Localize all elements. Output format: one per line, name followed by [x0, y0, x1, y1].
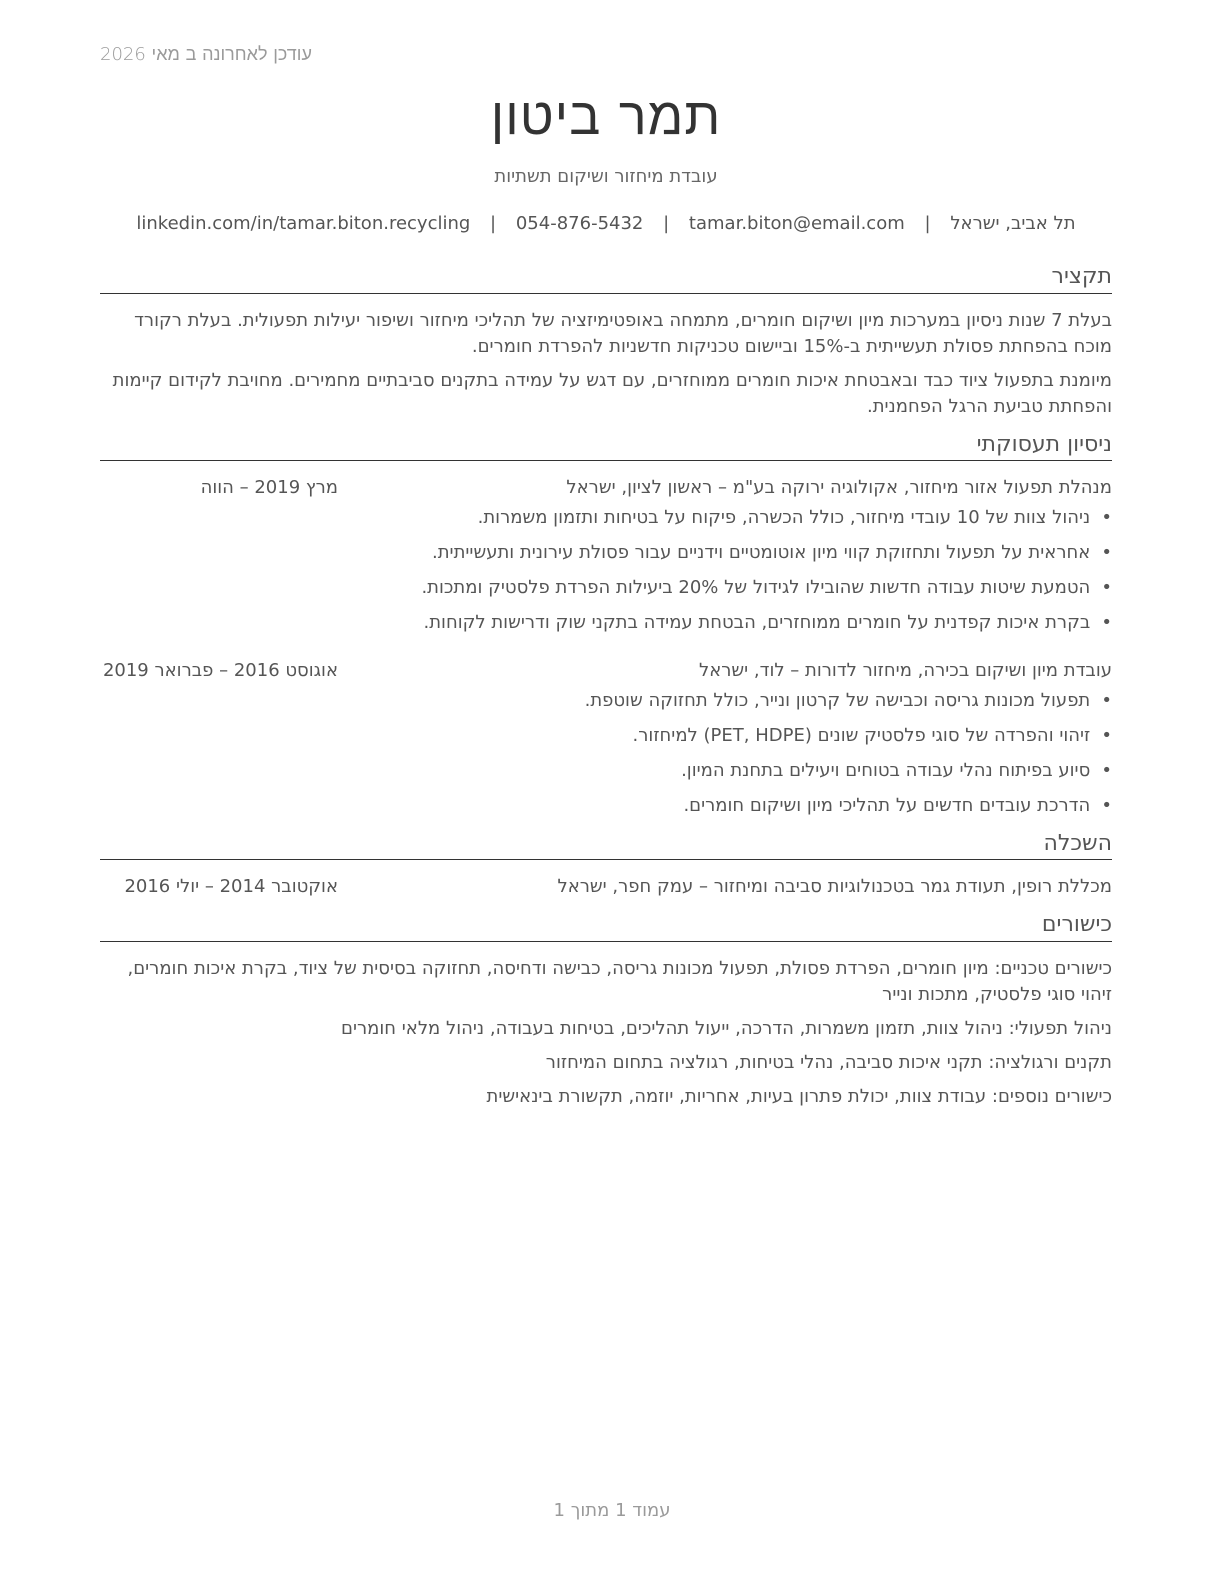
skill-line: תקנים ורגולציה: תקני איכות סביבה, נהלי בטיחות, רגולציה בתחום המיחזור	[545, 1051, 1112, 1073]
contact-separator: |	[924, 213, 931, 235]
candidate-title: עובדת מיחזור ושיקום תשתיות	[494, 166, 718, 188]
job-bullets	[100, 505, 1112, 636]
bullet-text: בקרת איכות קפדנית על חומרים ממוחזרים, הבטחת עמידה בתקני שוק ודרישות לקוחות.	[423, 611, 1091, 633]
job-bullet	[100, 505, 1112, 531]
bullet-text: אחראית על תפעול ותחזוקת קווי מיון אוטומטיים וידניים עבור פסולת עירונית ותעשייתית.	[432, 541, 1091, 563]
contact-separator: |	[490, 213, 497, 235]
job-header	[100, 658, 1112, 684]
page-number: עמוד 1 מתוך 1	[553, 1500, 671, 1521]
bullet-icon: •	[1101, 506, 1112, 528]
contact-location: תל אביב, ישראל	[950, 213, 1076, 235]
bullet-icon: •	[1101, 541, 1112, 563]
job-bullet	[100, 610, 1112, 636]
education-text: מכללת רופין, תעודת גמר בטכנולוגיות סביבה ומיחזור – עמק חפר, ישראל	[557, 876, 1112, 898]
contact-email[interactable]: tamar.biton@email.com	[688, 213, 905, 235]
job-bullets	[100, 688, 1112, 819]
summary-paragraph: בעלת 7 שנות ניסיון במערכות מיון ושיקום חומרים, מתמחה באופטימיזציה של תהליכי מיחזור ושיפור יעילות תפעולית. בעלת רקורד מוכח בהפחתת פסולת תעשייתית ב-15% וביישום טכניקות חדשניות להפרדת חומרים.	[134, 309, 1112, 357]
job-bullet	[100, 758, 1112, 784]
job-role: מנהלת תפעול אזור מיחזור, אקולוגיה ירוקה בע"מ – ראשון לציון, ישראל	[566, 476, 1112, 498]
bullet-text: סיוע בפיתוח נהלי עבודה בטוחים ויעילים בתחנת המיון.	[681, 759, 1091, 781]
bullet-icon: •	[1101, 611, 1112, 633]
contact-phone[interactable]: 054-876-5432	[515, 213, 644, 235]
contact-line	[100, 213, 1112, 234]
job-entry	[100, 475, 1112, 636]
bullet-icon: •	[1101, 759, 1112, 781]
job-bullet	[100, 723, 1112, 749]
job-header	[100, 475, 1112, 501]
bullet-text: הדרכת עובדים חדשים על תהליכי מיון ושיקום חומרים.	[683, 794, 1091, 816]
job-role: עובדת מיון ושיקום בכירה, מיחזור לדורות – לוד, ישראל	[698, 659, 1112, 681]
resume-content	[100, 0, 1112, 1110]
job-dates: מרץ 2019 – הווה	[200, 476, 338, 498]
contact-separator: |	[663, 213, 670, 235]
job-dates: אוגוסט 2016 – פברואר 2019	[102, 659, 338, 681]
education-entry	[100, 874, 1112, 900]
summary-heading: תקציר	[100, 264, 1112, 293]
skills-heading: כישורים	[100, 912, 1112, 941]
skill-line: כישורים טכניים: מיון חומרים, הפרדת פסולת, תפעול מכונות גריסה, כבישה ודחיסה, תחזוקה בסיסית של ציוד, בקרת איכות חומרים, זיהוי סוגי פלסטיק, מתכות ונייר	[127, 957, 1112, 1005]
bullet-icon: •	[1101, 794, 1112, 816]
skills-list	[100, 956, 1112, 1110]
last-updated-note: עודכן לאחרונה ב מאי 2026	[100, 44, 312, 65]
job-bullet	[100, 540, 1112, 566]
job-bullet	[100, 688, 1112, 714]
job-entry	[100, 658, 1112, 819]
job-bullet	[100, 793, 1112, 819]
contact-linkedin[interactable]: linkedin.com/in/tamar.biton.recycling	[136, 213, 471, 235]
candidate-name: תמר ביטון	[490, 87, 722, 147]
bullet-text: תפעול מכונות גריסה וכבישה של קרטון ונייר, כולל תחזוקה שוטפת.	[584, 689, 1091, 711]
skill-line: ניהול תפעולי: ניהול צוות, תזמון משמרות, הדרכה, ייעול תהליכים, בטיחות בעבודה, ניהול מלאי חומרים	[341, 1017, 1112, 1039]
summary-paragraph: מיומנת בתפעול ציוד כבד ובאבטחת איכות חומרים ממוחזרים, עם דגש על עמידה בתקנים סביבתיים מחמירים. מחויבת לקידום קיימות והפחתת טביעת הרגל הפחמנית.	[112, 369, 1112, 417]
education-dates: אוקטובר 2014 – יולי 2016	[124, 876, 338, 898]
bullet-text: ניהול צוות של 10 עובדי מיחזור, כולל הכשרה, פיקוח על בטיחות ותזמון משמרות.	[477, 506, 1091, 528]
experience-heading: ניסיון תעסוקתי	[100, 432, 1112, 461]
bullet-icon: •	[1101, 576, 1112, 598]
bullet-icon: •	[1101, 689, 1112, 711]
bullet-icon: •	[1101, 724, 1112, 746]
skill-line: כישורים נוספים: עבודת צוות, יכולת פתרון בעיות, אחריות, יוזמה, תקשורת בינאישית	[486, 1085, 1112, 1107]
education-heading: השכלה	[100, 831, 1112, 860]
job-bullet	[100, 575, 1112, 601]
bullet-text: הטמעת שיטות עבודה חדשות שהובילו לגידול של 20% ביעילות הפרדת פלסטיק ומתכות.	[421, 576, 1091, 598]
bullet-text: זיהוי והפרדה של סוגי פלסטיק שונים (PET, HDPE) למיחזור.	[632, 724, 1091, 746]
